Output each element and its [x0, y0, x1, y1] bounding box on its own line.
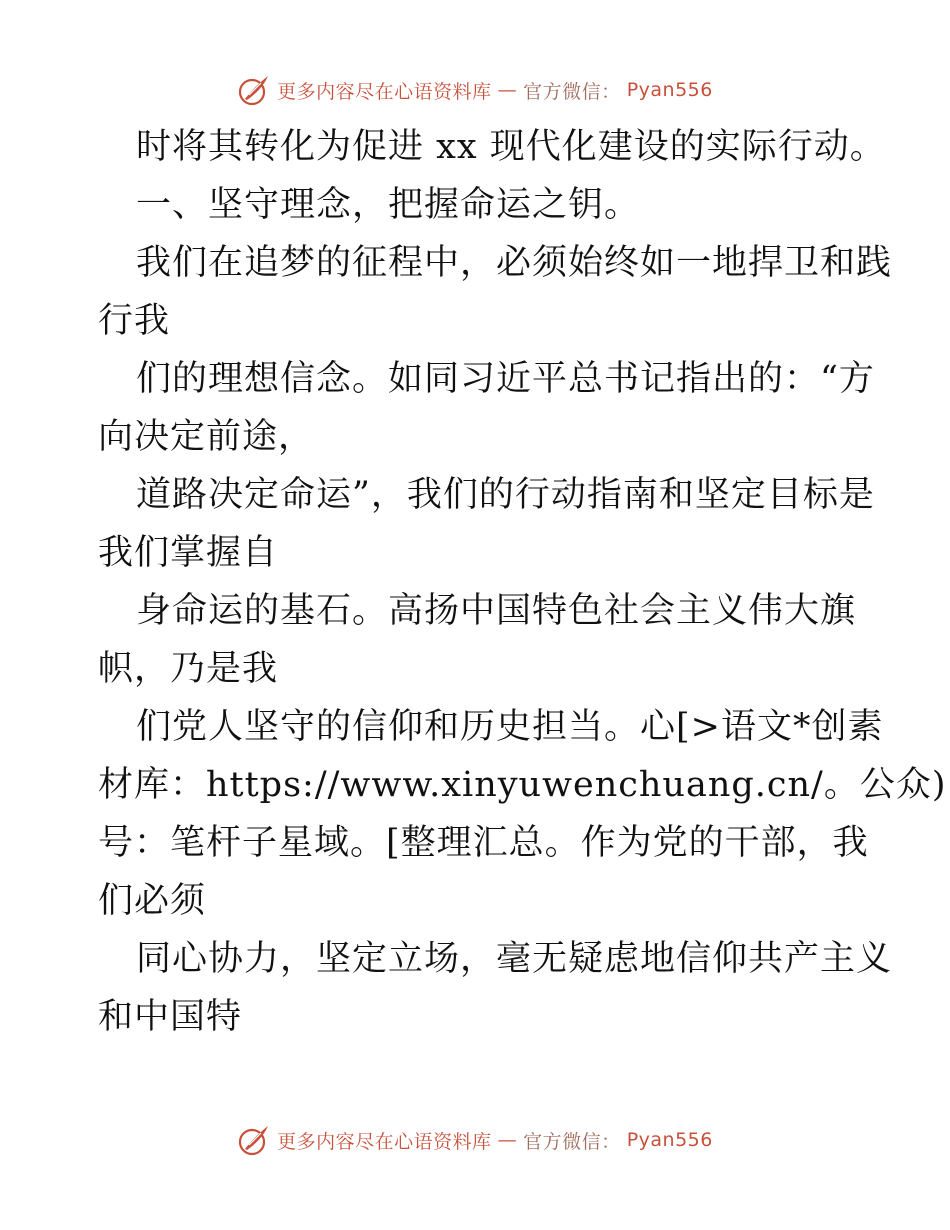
text-line: 们的理想信念。如同习近平总书记指出的：“方: [136, 359, 875, 399]
document-body: [98, 118, 947, 1046]
watermark-group: [237, 1123, 713, 1157]
watermark-site-text: 更多内容尽在心语资料库: [277, 80, 492, 103]
text-line: 和中国特: [98, 997, 243, 1037]
watermark-wechat-label: 官方微信：: [523, 80, 621, 103]
watermark-site-text: 更多内容尽在心语资料库: [277, 1130, 492, 1153]
watermark-dash: —: [497, 1129, 518, 1151]
quill-pen-icon: [237, 73, 271, 107]
text-line: 我们在追梦的征程中，必须始终如一地捍卫和践: [136, 243, 893, 283]
watermark-wechat-id: Pyan556: [626, 79, 713, 101]
watermark-wechat-id: Pyan556: [626, 1129, 713, 1151]
watermark-dash: —: [497, 79, 518, 101]
text-line: 帜，乃是我: [98, 649, 279, 689]
text-line: 身命运的基石。高扬中国特色社会主义伟大旗: [136, 591, 857, 631]
text-line: 我们掌握自: [98, 533, 279, 573]
text-line: 号：笔杆子星域。[整理汇总。作为党的干部，我: [98, 823, 869, 863]
text-line: 道路决定命运”，我们的行动指南和坚定目标是: [136, 475, 875, 515]
text-line: 时将其转化为促进 xx 现代化建设的实际行动。: [136, 127, 886, 167]
text-line: 们党人坚守的信仰和历史担当。心[>语文*创素: [136, 707, 884, 747]
text-line: 同心协力，坚定立场，毫无疑虑地信仰共产主义: [136, 939, 893, 979]
header-watermark: [0, 70, 950, 110]
footer-watermark: [0, 1120, 950, 1160]
text-line: 材库：https://www.xinyuwenchuang.cn/。公众): [98, 765, 947, 805]
text-line: 向决定前途，: [98, 417, 315, 457]
quill-pen-icon: [237, 1123, 271, 1157]
text-line: 行我: [98, 301, 171, 341]
section-heading: 一、坚守理念，把握命运之钥。: [136, 185, 641, 225]
watermark-wechat-label: 官方微信：: [523, 1130, 621, 1153]
watermark-group: [237, 73, 713, 107]
text-line: 们必须: [98, 881, 207, 921]
